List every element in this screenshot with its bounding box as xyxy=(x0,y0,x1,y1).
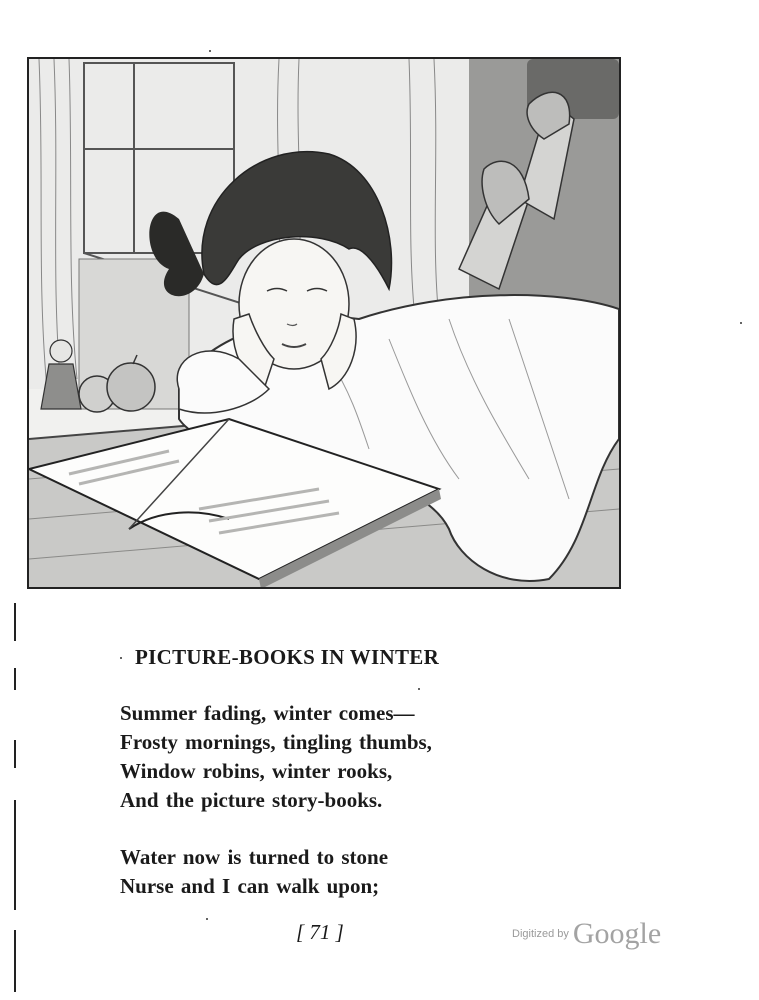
apple xyxy=(107,363,155,411)
scan-margin-mark xyxy=(14,603,16,641)
google-logo-text: Google xyxy=(572,917,662,950)
scan-margin-mark xyxy=(14,740,16,768)
google-digitized-watermark xyxy=(512,917,661,951)
page-number: [ 71 ] xyxy=(296,920,344,944)
poem-line: And the picture story-books. xyxy=(120,788,383,812)
scan-dust xyxy=(740,322,742,324)
watermark-prefix: Digitized by xyxy=(512,928,569,940)
poem-title: PICTURE-BOOKS IN WINTER xyxy=(135,645,440,669)
scan-margin-mark xyxy=(14,668,16,690)
poem-stanza-2 xyxy=(120,843,388,901)
scan-dust xyxy=(206,918,208,920)
poem-line: Window robins, winter rooks, xyxy=(120,759,393,783)
poem-line: Nurse and I can walk upon; xyxy=(120,874,380,898)
illustration-plate xyxy=(27,57,621,589)
poem-line: Summer fading, winter comes— xyxy=(120,701,415,725)
poem-stanza-1 xyxy=(120,699,432,815)
scan-margin-mark xyxy=(14,930,16,992)
doll-head xyxy=(50,340,72,362)
scan-dust xyxy=(120,657,122,659)
poem-line: Frosty mornings, tingling thumbs, xyxy=(120,730,432,754)
scan-dust xyxy=(418,688,420,690)
poem-line: Water now is turned to stone xyxy=(120,845,389,869)
scan-margin-mark xyxy=(14,800,16,910)
scan-dust xyxy=(209,50,211,52)
illustration-drawing xyxy=(29,59,619,587)
